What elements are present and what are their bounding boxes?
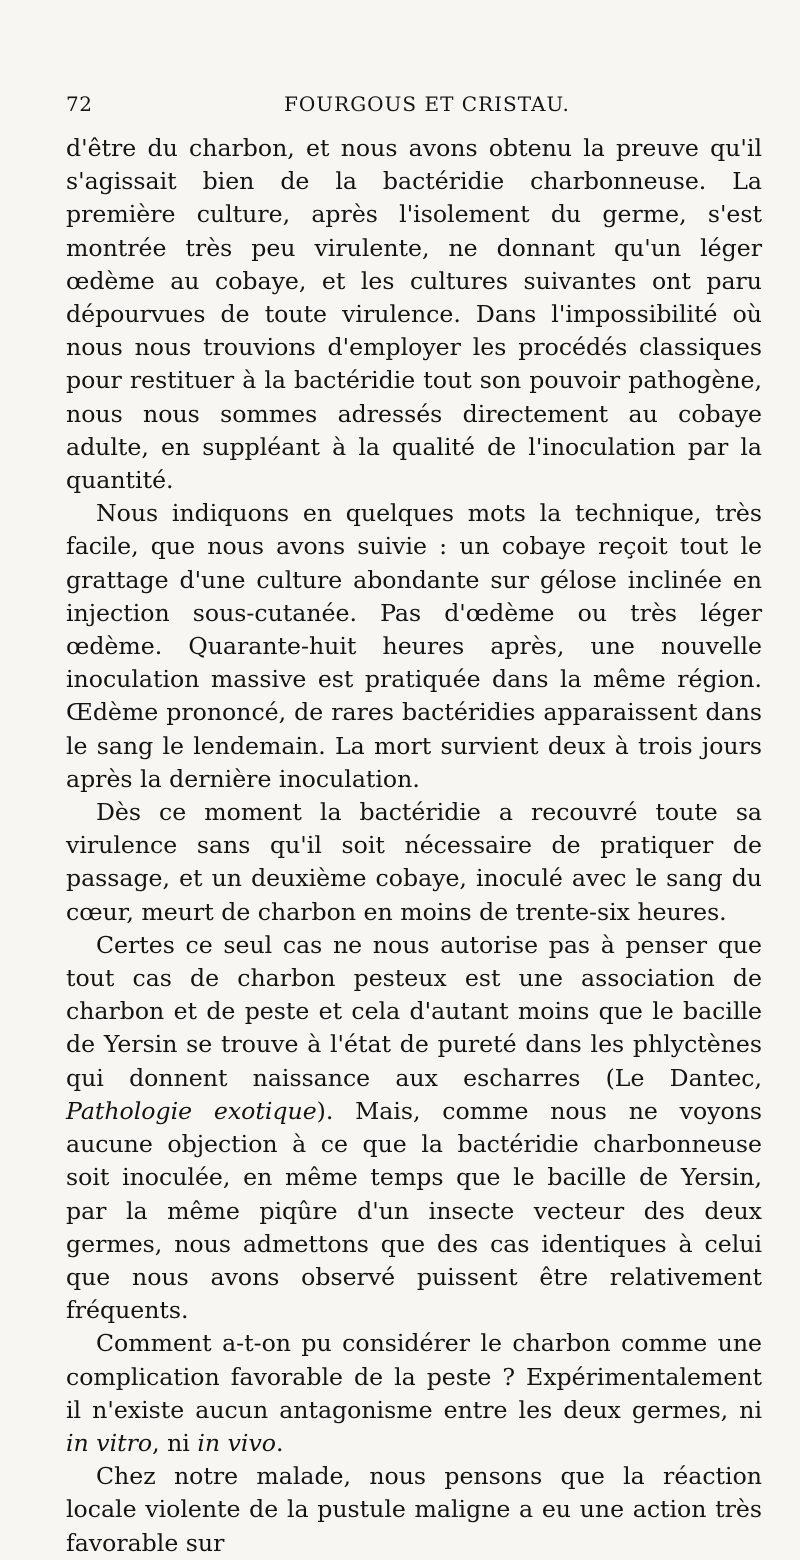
paragraph [66, 796, 762, 929]
italic-latin-term: in vivo [197, 1428, 276, 1457]
text-run: d'être du charbon, et nous avons obtenu la preuve qu'il s'agissait bien de la bactéridie charbonneuse. La première culture, après l'isolement du germe, s'est montrée très peu virulente, ne donnant qu'un léger œdème au cobaye, et les cultures suivantes ont paru dépourvues de toute virulence. Dans l'impossibilité où nous nous trouvions d'employer les procédés classiques pour restituer à la bactéridie tout son pouvoir pathogène, nous nous sommes adressés directement au cobaye adulte, en suppléant à la qualité de l'inoculation par la quantité. [66, 134, 762, 495]
paragraph [66, 1460, 762, 1560]
text-run: Comment a-t-on pu considérer le charbon comme une complication favorable de la peste ? Expérimentalement il n'existe aucun antagonisme entre les deux germes, ni [66, 1329, 762, 1424]
paragraph [66, 497, 762, 796]
italic-latin-term: in vitro [66, 1428, 153, 1457]
text-run: . [276, 1428, 284, 1457]
text-run: Dès ce moment la bactéridie a recouvré toute sa virulence sans qu'il soit nécessaire de pratiquer de passage, et un deuxième cobaye, inoculé avec le sang du cœur, meurt de charbon en moins de trente-six heures. [66, 798, 762, 926]
text-run: Chez notre malade, nous pensons que la réaction locale violente de la pustule maligne a eu une action très favorable sur [66, 1462, 762, 1557]
paragraph [66, 929, 762, 1327]
page-number: 72 [66, 92, 93, 116]
running-head [66, 92, 762, 132]
text-run: Nous indiquons en quelques mots la technique, très facile, que nous avons suivie : un cobaye reçoit tout le grattage d'une culture abondante sur gélose inclinée en injection sous-cutanée. Pas d'œdème ou très léger œdème. Quarante-huit heures après, une nouvelle inoculation massive est pratiquée dans la même région. Œdème prononcé, de rares bactéridies apparaissent dans le sang le lendemain. La mort survient deux à trois jours après la dernière inoculation. [66, 499, 762, 793]
text-run: Certes ce seul cas ne nous autorise pas à penser que tout cas de charbon pesteux est une association de charbon et de peste et cela d'autant moins que le bacille de Yersin se trouve à l'état de pureté dans les phlyctènes qui donnent naissance aux escharres (Le Dantec, [66, 930, 762, 1092]
paragraph [66, 132, 762, 497]
text-run: , ni [152, 1428, 198, 1457]
running-title: FOURGOUS ET CRISTAU. [284, 92, 570, 116]
italic-citation: Pathologie exotique [66, 1096, 317, 1125]
body-text [66, 132, 762, 1560]
text-run: ). Mais, comme nous ne voyons aucune objection à ce que la bactéridie charbonneuse soit inoculée, en même temps que le bacille de Yersin, par la même piqûre d'un insecte vecteur des deux germes, nous admettons que des cas identiques à celui que nous avons observé puissent être relativement fréquents. [66, 1096, 762, 1325]
paragraph [66, 1327, 762, 1460]
